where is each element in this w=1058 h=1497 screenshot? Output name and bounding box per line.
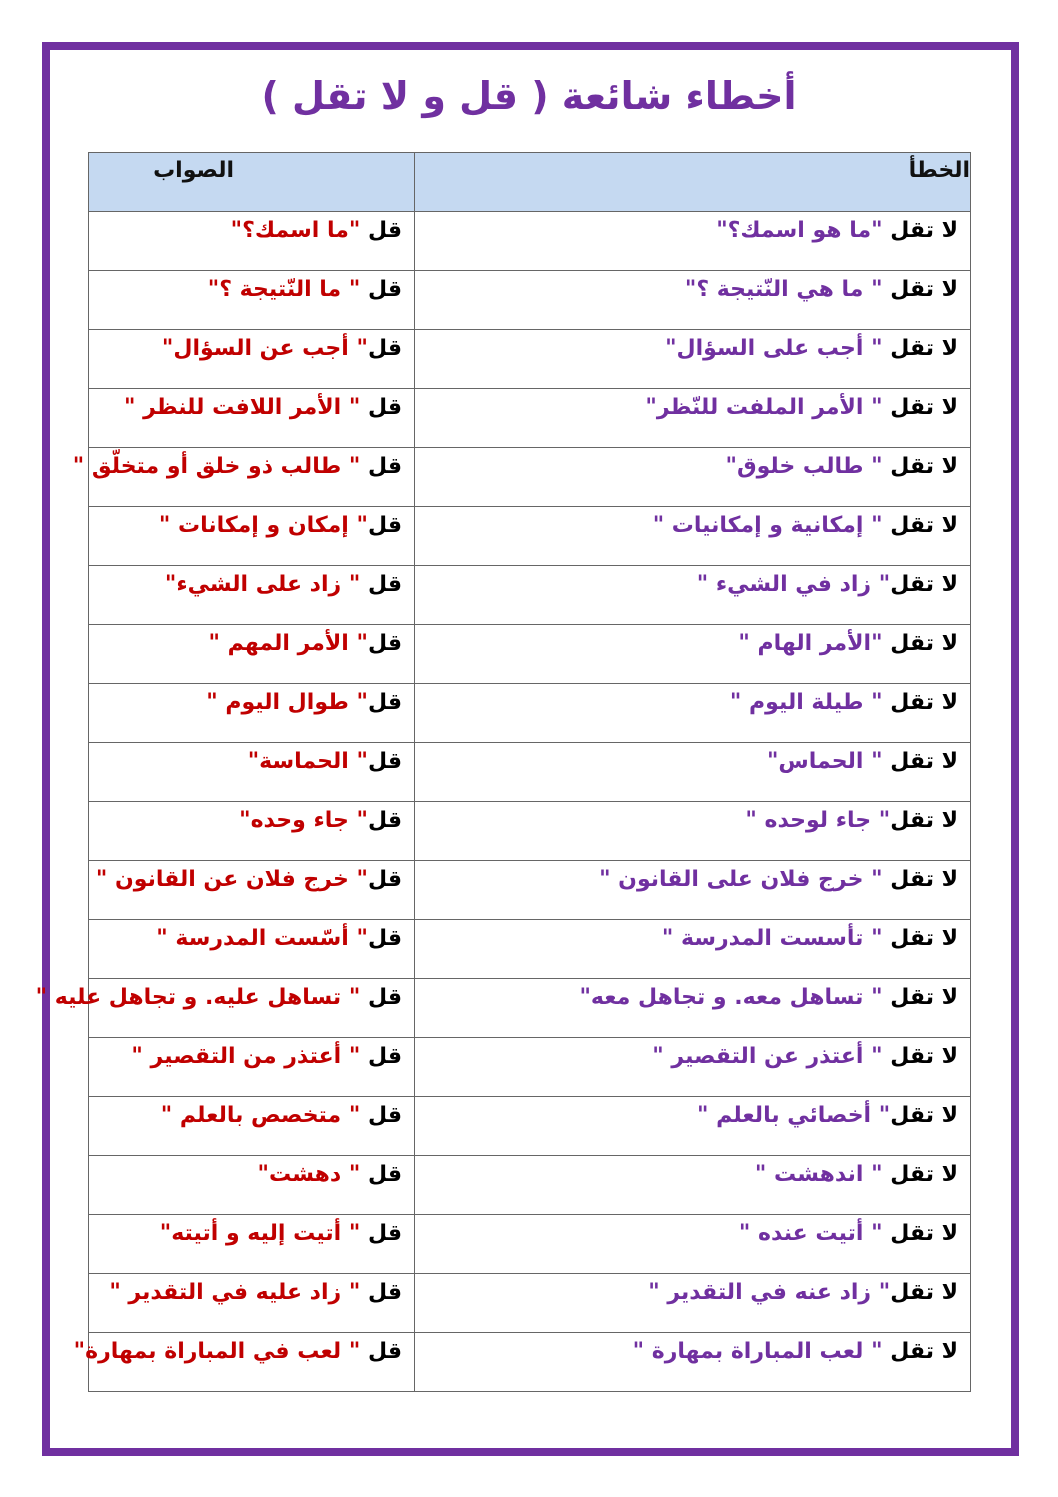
wrong-lead: لا تقل	[890, 1103, 958, 1128]
wrong-lead: لا تقل	[890, 1162, 958, 1187]
wrong-phrase: " اندهشت "	[754, 1162, 891, 1187]
table-row	[89, 802, 971, 861]
right-lead: قل	[367, 631, 402, 656]
right-lead: قل	[367, 513, 402, 538]
wrong-lead: لا تقل	[890, 1221, 958, 1246]
wrong-phrase: " أعتذر عن التقصير "	[652, 1044, 891, 1069]
right-cell	[89, 1215, 415, 1274]
wrong-lead: لا تقل	[890, 690, 958, 715]
table-row	[89, 1333, 971, 1392]
wrong-cell	[415, 212, 971, 271]
right-lead: قل	[367, 1162, 402, 1187]
wrong-lead: لا تقل	[890, 808, 958, 833]
right-lead: قل	[367, 395, 402, 420]
wrong-cell	[415, 271, 971, 330]
header-wrong: الخطأ	[415, 153, 971, 212]
wrong-phrase: " زاد عنه في التقدير "	[648, 1280, 891, 1305]
right-lead: قل	[367, 336, 402, 361]
right-cell	[89, 566, 415, 625]
right-cell	[89, 1274, 415, 1333]
wrong-cell	[415, 979, 971, 1038]
wrong-lead: لا تقل	[890, 1044, 958, 1069]
right-lead: قل	[367, 1044, 402, 1069]
right-cell	[35, 979, 415, 1038]
right-cell	[73, 1333, 415, 1392]
wrong-cell	[415, 507, 971, 566]
wrong-lead: لا تقل	[890, 395, 958, 420]
wrong-lead: لا تقل	[890, 985, 958, 1010]
right-phrase: "ما اسمك؟"	[230, 218, 368, 243]
wrong-phrase: "الأمر الهام "	[738, 631, 891, 656]
wrong-phrase: " أخصائي بالعلم "	[697, 1103, 891, 1128]
table-row	[89, 1156, 971, 1215]
right-cell	[72, 448, 415, 507]
wrong-lead: لا تقل	[890, 572, 958, 597]
wrong-cell	[415, 920, 971, 979]
right-cell	[89, 330, 415, 389]
right-lead: قل	[367, 1103, 402, 1128]
wrong-cell	[415, 1038, 971, 1097]
right-lead: قل	[367, 572, 402, 597]
wrong-lead: لا تقل	[890, 218, 958, 243]
right-phrase: " لعب في المباراة بمهارة"	[73, 1339, 368, 1364]
page-title: أخطاء شائعة ( قل و لا تقل )	[261, 74, 797, 118]
wrong-cell	[415, 330, 971, 389]
right-phrase: " أسّست المدرسة "	[156, 926, 368, 951]
table-row	[89, 330, 971, 389]
table-row	[89, 625, 971, 684]
right-phrase: " أجب عن السؤال"	[161, 336, 368, 361]
header-right: الصواب	[89, 153, 415, 212]
wrong-lead: لا تقل	[890, 926, 958, 951]
wrong-phrase: " تساهل معه. و تجاهل معه"	[579, 985, 891, 1010]
right-lead: قل	[367, 454, 402, 479]
wrong-phrase: " إمكانية و إمكانيات "	[652, 513, 891, 538]
wrong-cell	[415, 1333, 971, 1392]
table-row	[89, 448, 971, 507]
right-cell	[89, 684, 415, 743]
right-lead: قل	[367, 1221, 402, 1246]
wrong-phrase: " الحماس"	[766, 749, 891, 774]
right-cell	[89, 1097, 415, 1156]
table-row	[89, 1038, 971, 1097]
wrong-cell	[415, 566, 971, 625]
wrong-cell	[415, 625, 971, 684]
wrong-lead: لا تقل	[890, 336, 958, 361]
right-cell	[89, 920, 415, 979]
right-lead: قل	[367, 926, 402, 951]
wrong-cell	[415, 1097, 971, 1156]
table-row	[89, 1274, 971, 1333]
right-cell	[89, 625, 415, 684]
right-cell	[89, 212, 415, 271]
right-lead: قل	[367, 749, 402, 774]
wrong-cell	[415, 1156, 971, 1215]
wrong-phrase: " زاد في الشيء "	[696, 572, 891, 597]
wrong-cell	[415, 743, 971, 802]
right-cell	[89, 1156, 415, 1215]
wrong-lead: لا تقل	[890, 277, 958, 302]
wrong-lead: لا تقل	[890, 454, 958, 479]
wrong-phrase: " تأسست المدرسة "	[661, 926, 891, 951]
table-row	[89, 566, 971, 625]
right-phrase: " زاد على الشيء"	[164, 572, 368, 597]
wrong-cell	[415, 861, 971, 920]
right-cell	[89, 389, 415, 448]
right-phrase: " متخصص بالعلم "	[160, 1103, 368, 1128]
right-phrase: " دهشت"	[257, 1162, 368, 1187]
right-lead: قل	[367, 277, 402, 302]
right-phrase: " طالب ذو خلق أو متخلّق "	[72, 454, 368, 479]
wrong-lead: لا تقل	[890, 631, 958, 656]
wrong-lead: لا تقل	[890, 749, 958, 774]
right-phrase: " الحماسة"	[247, 749, 368, 774]
right-lead: قل	[367, 985, 402, 1010]
wrong-phrase: " الأمر الملفت للنّظر"	[645, 395, 891, 420]
table-row	[89, 861, 971, 920]
right-cell	[89, 861, 415, 920]
table-row	[89, 743, 971, 802]
table-row	[89, 920, 971, 979]
wrong-phrase: "ما هو اسمك؟"	[716, 218, 891, 243]
right-phrase: " أعتذر من التقصير "	[131, 1044, 368, 1069]
table-row	[89, 212, 971, 271]
wrong-cell	[415, 684, 971, 743]
right-phrase: " طوال اليوم "	[206, 690, 368, 715]
table-row	[89, 1215, 971, 1274]
right-phrase: " الأمر المهم "	[208, 631, 368, 656]
wrong-cell	[415, 1274, 971, 1333]
wrong-cell	[415, 448, 971, 507]
right-phrase: " تساهل عليه. و تجاهل عليه "	[35, 985, 368, 1010]
table-header-row	[89, 153, 971, 212]
table-row	[89, 507, 971, 566]
wrong-lead: لا تقل	[890, 513, 958, 538]
right-phrase: " ما النّتيجة ؟"	[207, 277, 368, 302]
right-phrase: " الأمر اللافت للنظر "	[123, 395, 368, 420]
right-lead: قل	[367, 867, 402, 892]
wrong-phrase: " طالب خلوق"	[725, 454, 891, 479]
right-cell	[89, 271, 415, 330]
wrong-lead: لا تقل	[890, 1280, 958, 1305]
wrong-phrase: " طيلة اليوم "	[729, 690, 891, 715]
wrong-lead: لا تقل	[890, 867, 958, 892]
table-row	[89, 389, 971, 448]
wrong-phrase: " أتيت عنده "	[738, 1221, 891, 1246]
right-phrase: " خرج فلان عن القانون "	[95, 867, 368, 892]
right-lead: قل	[367, 808, 402, 833]
table-row	[89, 979, 971, 1038]
wrong-phrase: " جاء لوحده "	[745, 808, 891, 833]
right-cell	[89, 1038, 415, 1097]
errors-table	[35, 152, 971, 1392]
wrong-cell	[415, 1215, 971, 1274]
right-lead: قل	[367, 1339, 402, 1364]
right-cell	[89, 743, 415, 802]
wrong-lead: لا تقل	[890, 1339, 958, 1364]
table-row	[89, 271, 971, 330]
right-cell	[89, 802, 415, 861]
wrong-phrase: " ما هي النّتيجة ؟"	[684, 277, 891, 302]
wrong-phrase: " لعب المباراة بمهارة "	[632, 1339, 891, 1364]
table-row	[89, 684, 971, 743]
wrong-phrase: " أجب على السؤال"	[665, 336, 891, 361]
right-phrase: " إمكان و إمكانات "	[158, 513, 368, 538]
table-row	[89, 1097, 971, 1156]
wrong-phrase: " خرج فلان على القانون "	[599, 867, 891, 892]
right-phrase: " زاد عليه في التقدير "	[109, 1280, 368, 1305]
right-phrase: " أتيت إليه و أتيته"	[159, 1221, 368, 1246]
wrong-cell	[415, 389, 971, 448]
table-body	[35, 212, 971, 1392]
right-lead: قل	[367, 218, 402, 243]
right-lead: قل	[367, 690, 402, 715]
right-lead: قل	[367, 1280, 402, 1305]
wrong-cell	[415, 802, 971, 861]
right-cell	[89, 507, 415, 566]
right-phrase: " جاء وحده"	[239, 808, 368, 833]
